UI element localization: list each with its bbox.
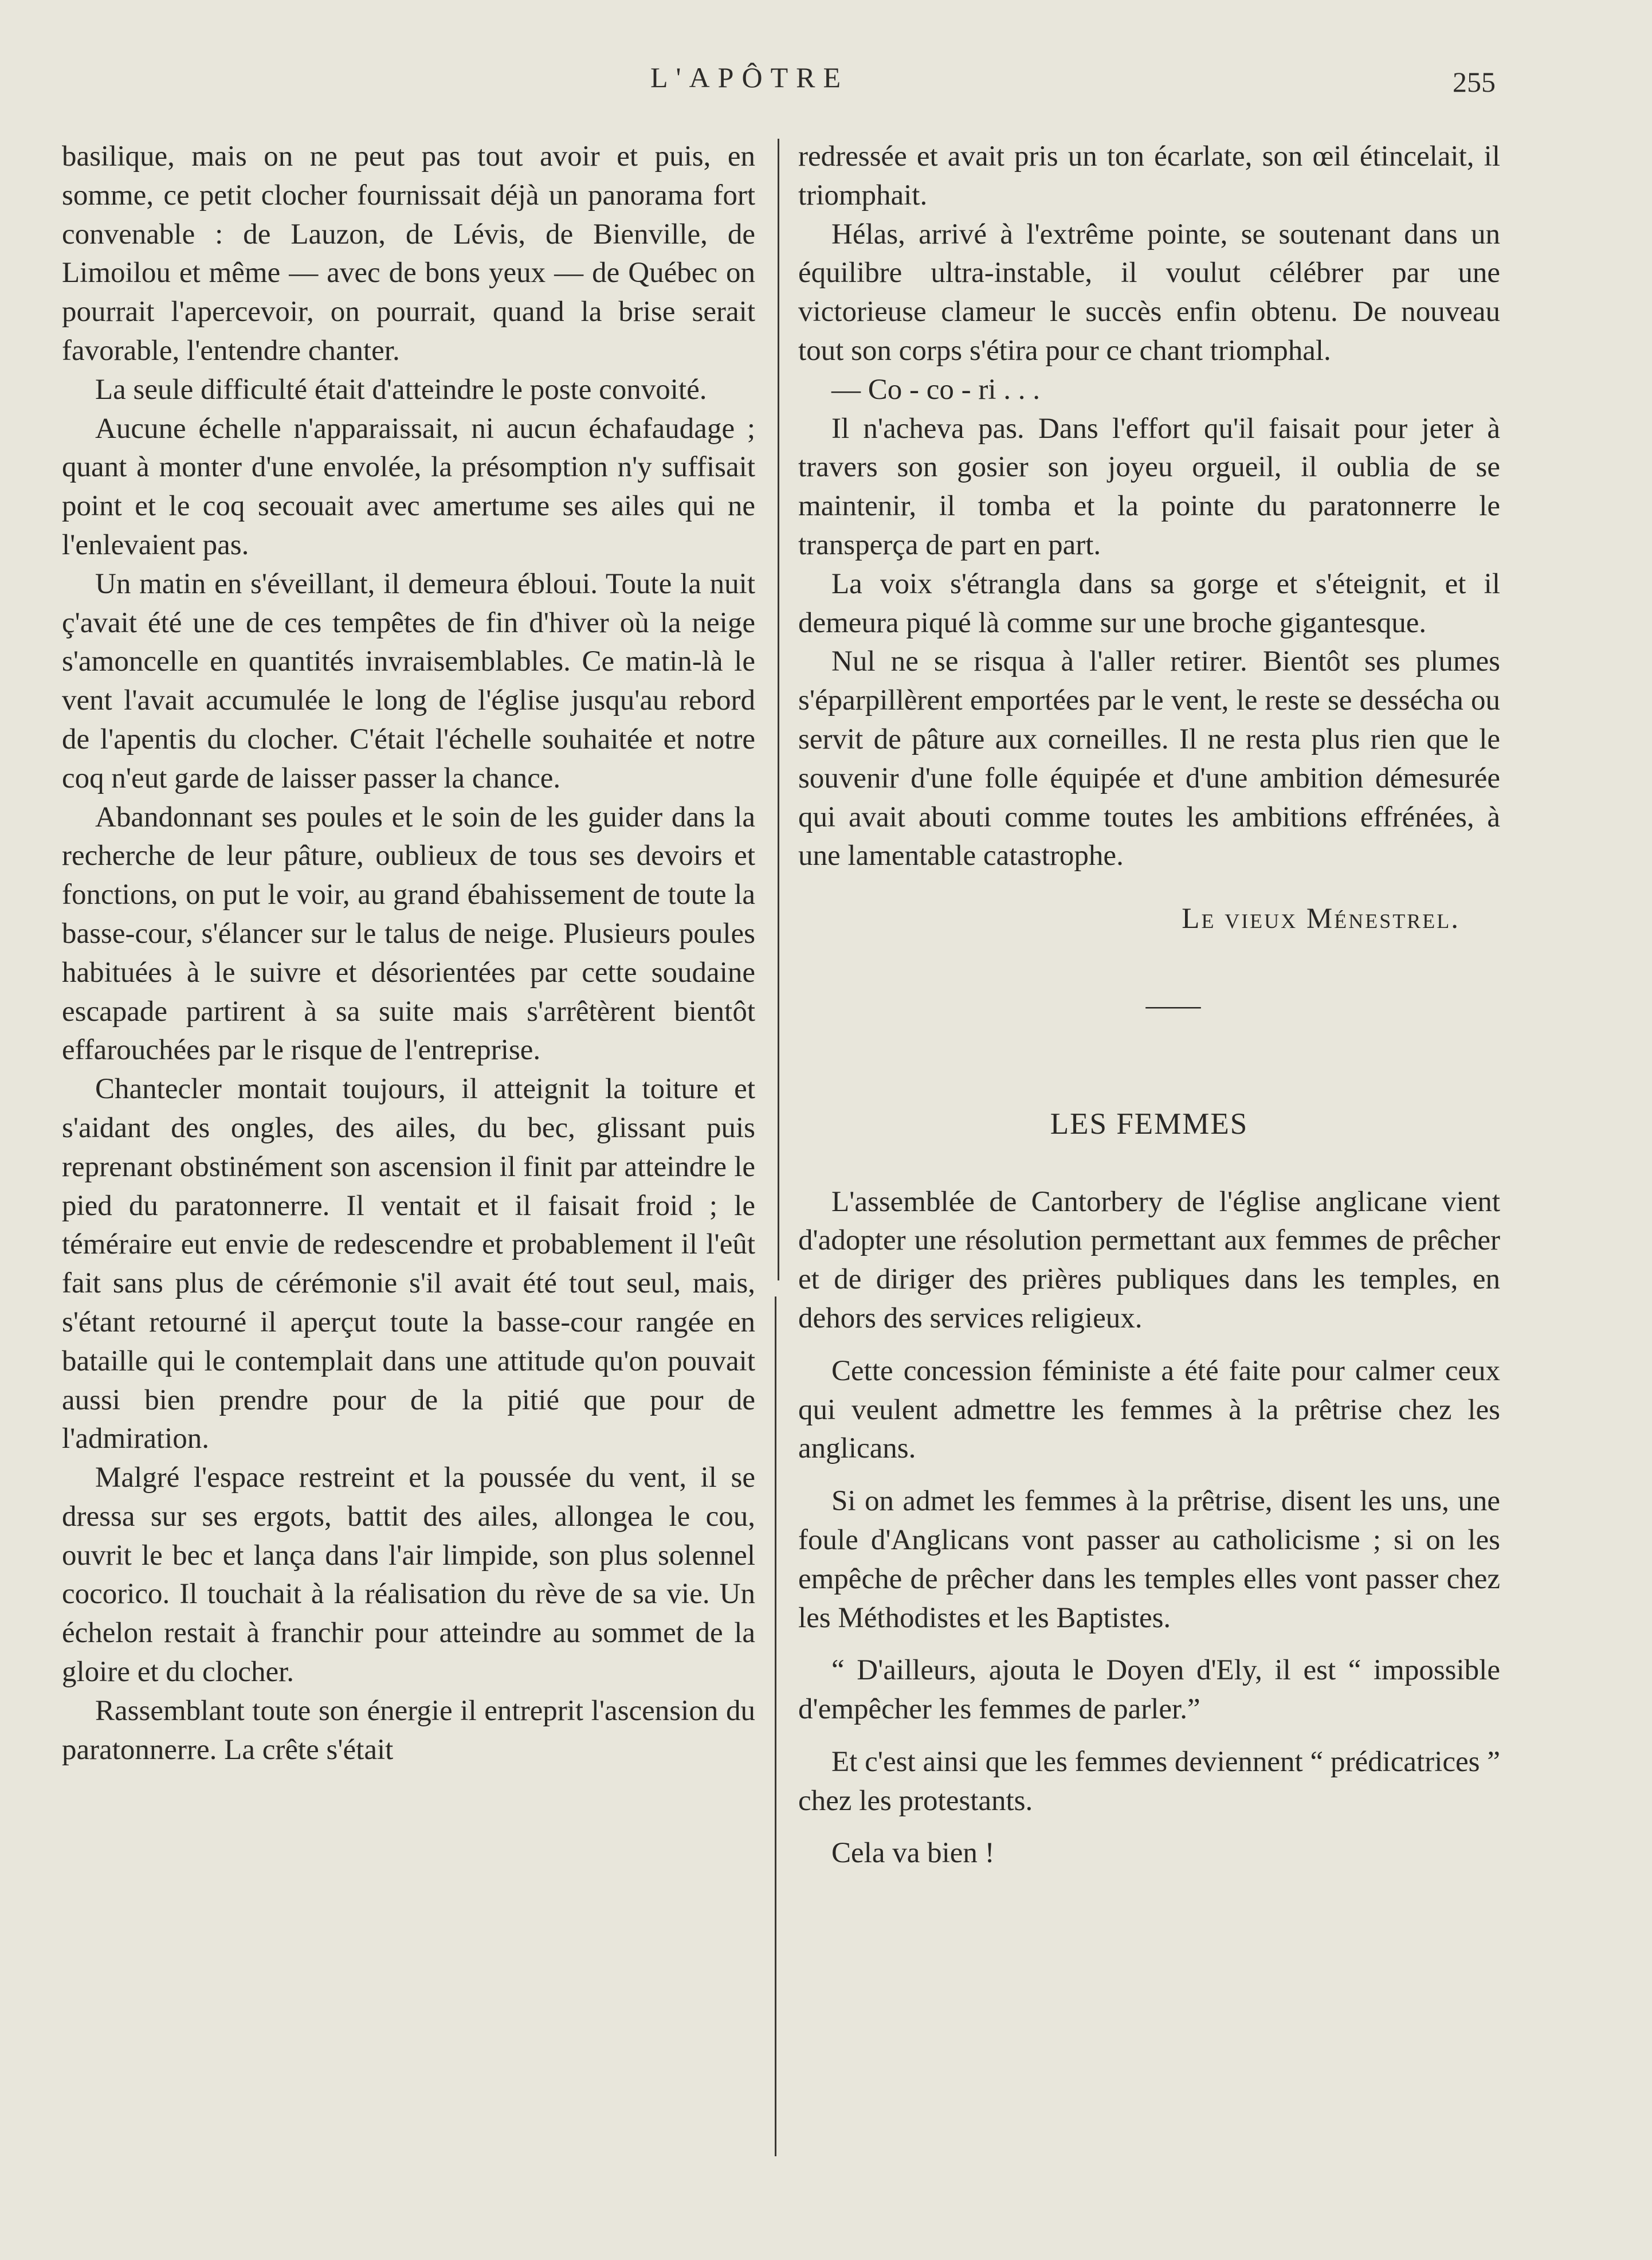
- paragraph: Cette concession féministe a été faite pour calmer ceux qui veulent admettre les femmes à la prêtrise chez les anglicans.: [798, 1354, 1500, 1465]
- paragraph: “ D'ailleurs, ajouta le Doyen d'Ely, il est “ impossible d'empêcher les femmes de parler.”: [798, 1654, 1500, 1726]
- paragraph: Cela va bien !: [831, 1837, 995, 1870]
- section-separator: ——: [1145, 988, 1199, 1021]
- paragraph: Aucune échelle n'apparaissait, ni aucun échafaudage ; quant à monter d'une envolée, la présomption n'y suffisait point et le coq secouait avec amertume ses ailes qui ne l'enlevaient pas.: [62, 412, 755, 561]
- paragraph: Chantecler montait toujours, il atteignit la toiture et s'aidant des ongles, des ailes, du bec, glissant puis reprenant obstinément son ascension il finit par atteindre le pied du paratonnerre. Il ventait et il faisait froid ; le téméraire eut envie de redescendre et probablement il l'eût fait sans plus de cérémonie s'il avait été tout seul, mais, s'étant retourné il aperçut toute la basse-cour rangée en bataille qui le contemplait dans une attitude qu'on pouvait aussi bien prendre pour de la pitié que pour de l'admiration.: [62, 1073, 755, 1455]
- section-title: LES FEMMES: [1050, 1107, 1249, 1141]
- column-divider-top: [778, 139, 779, 1280]
- page-number: 255: [1453, 66, 1496, 98]
- paragraph: Un matin en s'éveillant, il demeura ébloui. Toute la nuit ç'avait été une de ces tempêtes de fin d'hiver où la neige s'amoncelle en quantités invraisemblables. Ce matin-là le vent l'avait accumulée le long de l'église jusqu'au rebord de l'apentis du clocher. C'était l'échelle souhaitée et notre coq n'eut garde de laisser passer la chance.: [62, 567, 755, 794]
- left-column: [62, 138, 755, 1769]
- paragraph: Il n'acheva pas. Dans l'effort qu'il faisait pour jeter à travers son gosier son joyeu orgueil, il oublia de se maintenir, il tomba et la pointe du paratonnerre le transperça de part en part.: [798, 412, 1500, 561]
- paragraph: Malgré l'espace restreint et la poussée du vent, il se dressa sur ses ergots, battit des ailes, allongea le cou, ouvrit le bec et lança dans l'air limpide, son plus solennel cocorico. Il touchait à la réalisation du rève de sa vie. Un échelon restait à franchir pour atteindre au sommet de la gloire et du clocher.: [62, 1462, 755, 1689]
- journal-title: L'APÔTRE: [650, 61, 849, 93]
- paragraph: basilique, mais on ne peut pas tout avoir et puis, en somme, ce petit clocher fournissait déjà un panorama fort convenable : de Lauzon, de Lévis, de Bienville, de Limoilou et même — avec de bons yeux — de Québec on pourrait l'apercevoir, on pourrait, quand la brise serait favorable, l'entendre chanter.: [62, 140, 755, 367]
- running-header: [0, 55, 1652, 101]
- paragraph: Abandonnant ses poules et le soin de les guider dans la recherche de leur pâture, oublieux de tous ses devoirs et fonctions, on put le voir, au grand ébahissement de toute la basse-cour, s'élancer sur le talus de neige. Plusieurs poules habituées à le suivre et désorientées par cette soudaine escapade partirent à sa suite mais s'arrêtèrent bientôt effarouchées par le risque de l'entreprise.: [62, 801, 755, 1067]
- paragraph: Nul ne se risqua à l'aller retirer. Bientôt ses plumes s'éparpillèrent emportées par le vent, le reste se dessécha ou servit de pâture aux corneilles. Il ne resta plus rien que le souvenir d'une folle équipée et d'une ambition démesurée qui avait abouti comme toutes les ambitions effrénées, à une lamentable catastrophe.: [798, 645, 1500, 872]
- paragraph: La seule difficulté était d'atteindre le poste convoité.: [95, 373, 707, 406]
- paragraph: Si on admet les femmes à la prêtrise, disent les uns, une foule d'Anglicans vont passer au catholicisme ; si on les empêche de prêcher dans les temples elles vont passer chez les Méthodistes et les Baptistes.: [798, 1485, 1500, 1634]
- right-column: [798, 138, 1500, 1873]
- paragraph: — Co - co - ri . . .: [831, 373, 1041, 406]
- paragraph: La voix s'étrangla dans sa gorge et s'éteignit, et il demeura piqué là comme sur une broche gigantesque.: [798, 567, 1500, 639]
- paragraph: L'assemblée de Cantorbery de l'église anglicane vient d'adopter une résolution permettant aux femmes de prêcher et de diriger des prières publiques dans les temples, en dehors des services religieux.: [798, 1185, 1500, 1334]
- paragraph: Rassemblant toute son énergie il entreprit l'ascension du paratonnerre. La crête s'était: [62, 1694, 755, 1766]
- paragraph: redressée et avait pris un ton écarlate, son œil étincelait, il triomphait.: [798, 140, 1500, 211]
- paragraph: Hélas, arrivé à l'extrême pointe, se soutenant dans un équilibre ultra-instable, il voulut célébrer par une victorieuse clameur le succès enfin obtenu. De nouveau tout son corps s'étira pour ce chant triomphal.: [798, 218, 1500, 367]
- column-divider-bottom: [775, 1297, 776, 2156]
- author-signature: Le vieux Ménestrel.: [1182, 903, 1460, 935]
- paragraph: Et c'est ainsi que les femmes deviennent “ prédicatrices ” chez les protestants.: [798, 1745, 1500, 1817]
